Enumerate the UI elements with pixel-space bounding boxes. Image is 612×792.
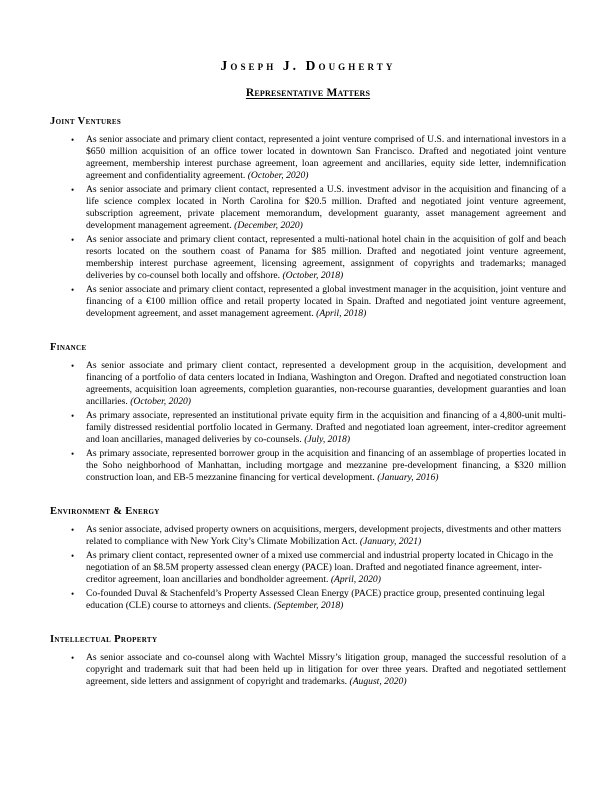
bullet-list-finance <box>50 360 566 484</box>
section-heading-joint-ventures: Joint Ventures <box>50 115 122 127</box>
bullet-text: As senior associate and primary client contact, represented a multi-national hotel chain in the acquisition of golf and beach resorts located on the southern coast of Panama for $85 million. Drafted and negotiated joint venture agreement, membership interest purchase agreement, licensing agreement, assignment of copyrights and trademarks; managed deliveries by co-counsel both locally and offshore. <box>86 233 566 282</box>
bullet-date: (December, 2020) <box>234 220 303 232</box>
page-title: Joseph J. Dougherty <box>220 58 396 73</box>
bullet-text: As senior associate and primary client contact, represented a joint venture comprised of U.S. and international investors in a $650 million acquisition of an office tower located in downtown San Francisco. Drafted and negotiated joint venture agreement, membership interest purchase agreement, loan agreement and ancillaries, equity side letter, indemnification agreement and confidentiality agreement. <box>86 134 566 182</box>
bullet-date: (July, 2018) <box>304 434 351 446</box>
list-item <box>50 410 566 446</box>
bullet-date: (October, 2018) <box>282 270 344 282</box>
bullet-date: (January, 2021) <box>359 536 422 548</box>
sections-container <box>50 115 566 688</box>
bullet-list-intellectual-property <box>50 652 566 688</box>
bullet-text: As senior associate and primary client contact, represented a global investment manager in the acquisition, joint venture and financing of a €100 million office and retail property located in Spain. Drafted and negotiated joint venture agreement, development agreement, and asset management agreement. <box>86 283 566 319</box>
document-subtitle: Representative Matters <box>245 87 371 100</box>
list-item <box>50 588 566 612</box>
bullet-date: (October, 2020) <box>247 170 309 182</box>
list-item <box>50 134 566 182</box>
bullet-text: Co-founded Duval & Stachenfeld’s Property Assessed Clean Energy (PACE) practice group, presented continuing legal education (CLE) course to attorneys and clients. <box>86 587 545 611</box>
bullet-date: (August, 2020) <box>349 676 407 688</box>
bullet-list-joint-ventures <box>50 134 566 320</box>
bullet-text: As senior associate and primary client contact, represented a U.S. investment advisor in the acquisition and financing of a life science complex located in North Carolina for $20.5 million. Drafted and negotiated joint venture agreement, subscription agreement, private placement memorandum, development guaranty, asset management agreement and development management agreement. <box>86 183 566 232</box>
bullet-text: As senior associate, advised property owners on acquisitions, mergers, development projects, divestments and other matters related to compliance with New York City’s Climate Mobilization Act. <box>86 524 562 548</box>
section-finance <box>50 341 566 484</box>
list-item <box>50 234 566 282</box>
section-heading-environment-energy: Environment & Energy <box>50 506 160 518</box>
section-intellectual-property <box>50 633 566 688</box>
bullet-date: (April, 2020) <box>330 574 381 586</box>
list-item <box>50 360 566 408</box>
section-environment-energy <box>50 505 566 612</box>
bullet-text: As senior associate and primary client contact, represented a development group in the acquisition, development and financing of a portfolio of data centers located in Indiana, Washington and Oregon. Drafted and negotiated construction loan agreements, acquisition loan agreements, completion guaranties, non-recourse guaranties, development guaranties and loan ancillaries. <box>86 360 566 408</box>
bullet-date: (September, 2018) <box>273 599 344 611</box>
list-item <box>50 284 566 320</box>
list-item <box>50 524 566 548</box>
list-item <box>50 550 566 586</box>
section-heading-finance: Finance <box>50 342 87 354</box>
bullet-date: (April, 2018) <box>316 307 367 319</box>
list-item <box>50 184 566 232</box>
bullet-date: (January, 2016) <box>377 471 439 483</box>
bullet-text: As primary client contact, represented owner of a mixed use commercial and industrial property located in Chicago in the negotiation of an $8.5M property assessed clean energy (PACE) loan. Drafted and negotiated finance agreement, inter-creditor agreement, loan ancillaries and bondholder agreement. <box>86 549 554 586</box>
list-item <box>50 652 566 688</box>
section-joint-ventures <box>50 115 566 320</box>
bullet-list-environment-energy <box>50 524 566 612</box>
bullet-text: As primary associate, represented borrower group in the acquisition and financing of an assemblage of properties located in the Soho neighborhood of Manhattan, including mortgage and mezzanine pre-development financing, a $320 million construction loan, and EB-5 mezzanine financing for vertical development. <box>86 447 566 483</box>
bullet-date: (October, 2020) <box>130 396 191 408</box>
section-heading-intellectual-property: Intellectual Property <box>50 633 158 645</box>
bullet-text: As primary associate, represented an institutional private equity firm in the acquisition and financing of a 4,800-unit multi-family distressed residential portfolio located in Germany. Drafted and negotiated loan agreement, inter-creditor agreement and loan ancillaries, managed deliveries by co-counsels. <box>86 410 566 446</box>
list-item <box>50 448 566 484</box>
bullet-text: As senior associate and co-counsel along with Wachtel Missry’s litigation group, managed the successful resolution of a copyright and trademark suit that had been held up in litigation for over three years. Drafted and negotiated settlement agreement, side letters and assignment of copyright and trademarks. <box>86 651 566 688</box>
